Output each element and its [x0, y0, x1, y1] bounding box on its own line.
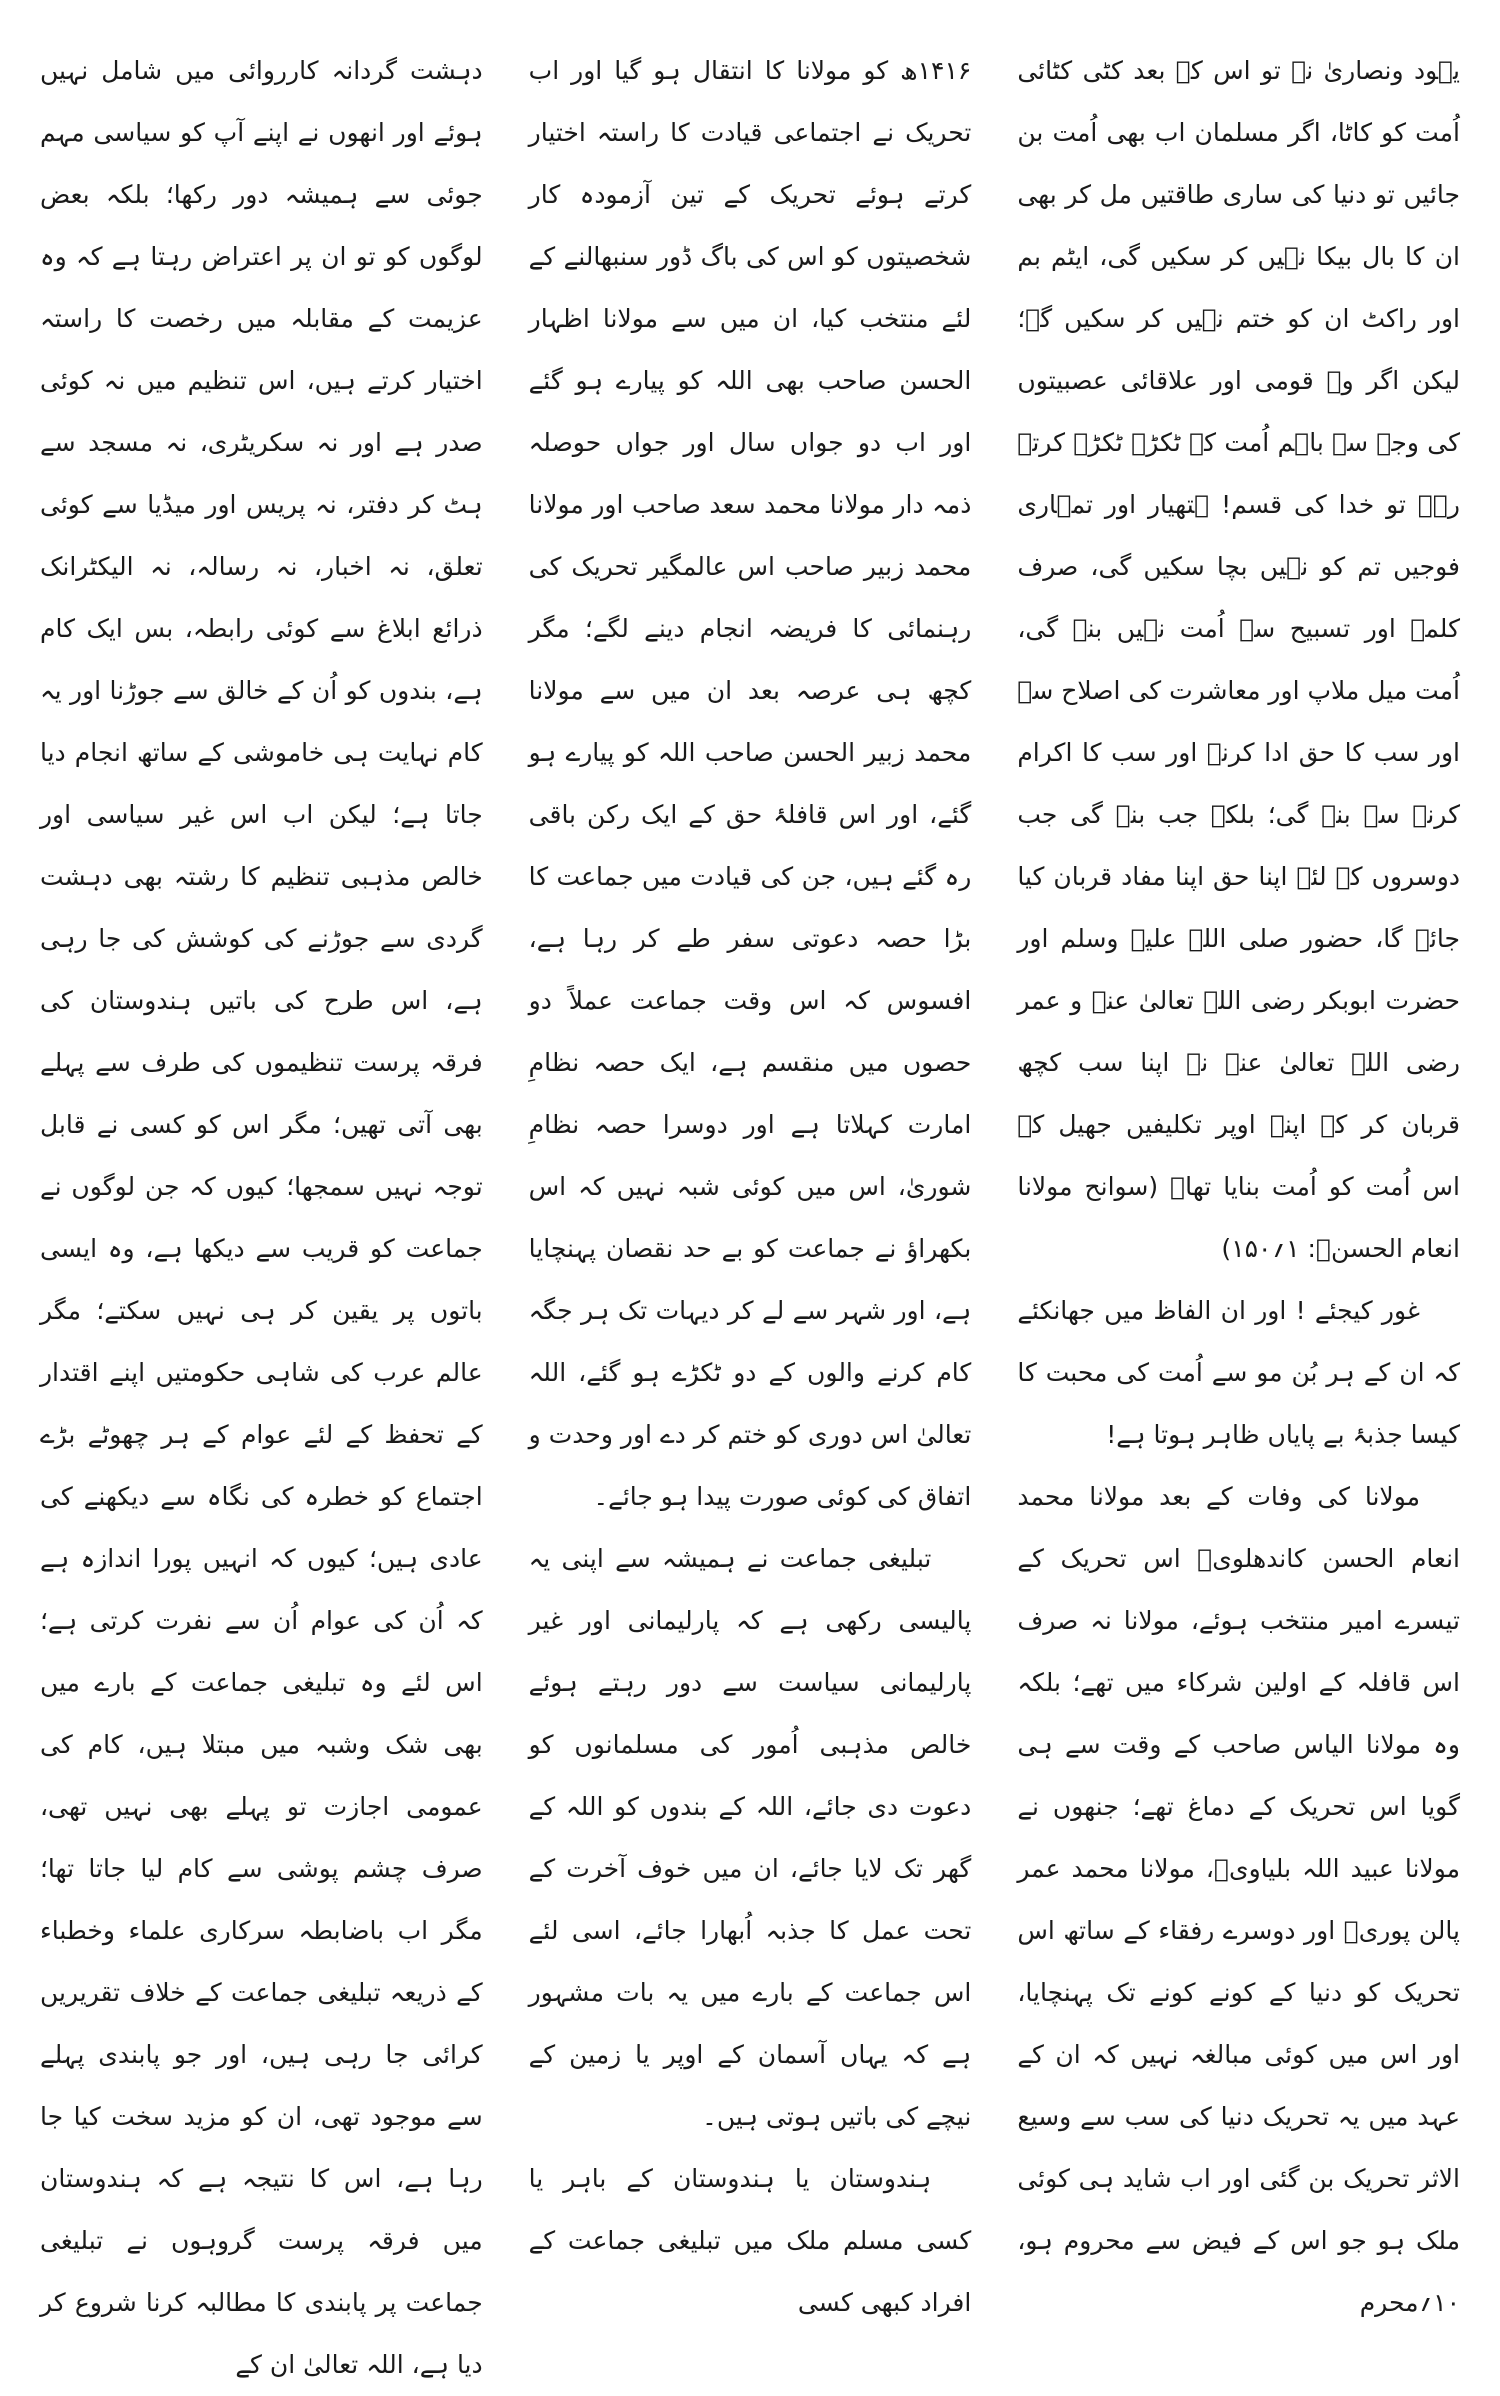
newspaper-page [39, 40, 1460, 2379]
article-column-middle [528, 40, 972, 2317]
paragraph: ہندوستان یا ہندوستان کے باہر یا کسی مسلم ملک میں تبلیغی جماعت کے افراد کبھی کسی [528, 2164, 972, 2317]
paragraph: ۱۴۱۶ھ کو مولانا کا انتقال ہو گیا اور اب تحریک نے اجتماعی قیادت کا راستہ اختیار کرتے ہوئے تحریک کے تین آزمودہ کار شخصیتوں کو اس کی باگ ڈور سنبھالنے کے لئے منتخب کیا، ان میں سے مولانا اظہار الحسن صاحب بھی اللہ کو پیارے ہو گئے اور اب دو جواں سال اور جواں حوصلہ ذمہ دار مولانا محمد سعد صاحب اور مولانا محمد زبیر صاحب اس عالمگیر تحریک کی رہنمائی کا فریضہ انجام دینے لگے؛ مگر کچھ ہی عرصہ بعد ان میں سے مولانا محمد زبیر الحسن صاحب اللہ کو پیارے ہو گئے، اور اس قافلۂ حق کے ایک رکن باقی رہ گئے ہیں، جن کی قیادت میں جماعت کا بڑا حصہ دعوتی سفر طے کر رہا ہے، افسوس کہ اس وقت جماعت عملاً دو حصوں میں منقسم ہے، ایک حصہ نظامِ امارت کہلاتا ہے اور دوسرا حصہ نظامِ شوریٰ، اس میں کوئی شبہ نہیں کہ اس بکھراؤ نے جماعت کو بے حد نقصان پہنچایا ہے، اور شہر سے لے کر دیہات تک ہر جگہ کام کرنے والوں کے دو ٹکڑے ہو گئے، اللہ تعالیٰ اس دوری کو ختم کر دے اور وحدت و اتفاق کی کوئی صورت پیدا ہو جائے۔ [528, 56, 972, 1511]
paragraph: غور کیجئے ! اور ان الفاظ میں جھانکئے کہ ان کے ہر بُن مو سے اُمت کی محبت کا کیسا جذبۂ بے پایاں ظاہر ہوتا ہے! [1017, 1296, 1460, 1449]
paragraph: تبلیغی جماعت نے ہمیشہ سے اپنی یہ پالیسی رکھی ہے کہ پارلیمانی اور غیر پارلیمانی سیاست سے دور رہتے ہوئے خالص مذہبی اُمور کی مسلمانوں کو دعوت دی جائے، اللہ کے بندوں کو اللہ کے گھر تک لایا جائے، ان میں خوف آخرت کے تحت عمل کا جذبہ اُبھارا جائے، اسی لئے اس جماعت کے بارے میں یہ بات مشہور ہے کہ یہاں آسمان کے اوپر یا زمین کے نیچے کی باتیں ہوتی ہیں۔ [528, 1544, 972, 2131]
paragraph: دہشت گردانہ کارروائی میں شامل نہیں ہوئے اور انھوں نے اپنے آپ کو سیاسی مہم جوئی سے ہمیشہ دور رکھا؛ بلکہ بعض لوگوں کو تو ان پر اعتراض رہتا ہے کہ وہ عزیمت کے مقابلہ میں رخصت کا راستہ اختیار کرتے ہیں، اس تنظیم میں نہ کوئی صدر ہے اور نہ سکریٹری، نہ مسجد سے ہٹ کر دفتر، نہ پریس اور میڈیا سے کوئی تعلق، نہ اخبار، نہ رسالہ، نہ الیکٹرانک ذرائع ابلاغ سے کوئی رابطہ، بس ایک کام ہے، بندوں کو اُن کے خالق سے جوڑنا اور یہ کام نہایت ہی خاموشی کے ساتھ انجام دیا جاتا ہے؛ لیکن اب اس غیر سیاسی اور خالص مذہبی تنظیم کا رشتہ بھی دہشت گردی سے جوڑنے کی کوشش کی جا رہی ہے، اس طرح کی باتیں ہندوستان کی فرقہ پرست تنظیموں کی طرف سے پہلے بھی آتی تھیں؛ مگر اس کو کسی نے قابل توجہ نہیں سمجھا؛ کیوں کہ جن لوگوں نے جماعت کو قریب سے دیکھا ہے، وہ ایسی باتوں پر یقین کر ہی نہیں سکتے؛ مگر عالم عرب کی شاہی حکومتیں اپنے اقتدار کے تحفظ کے لئے عوام کے ہر چھوٹے بڑے اجتماع کو خطرہ کی نگاہ سے دیکھنے کی عادی ہیں؛ کیوں کہ انہیں پورا اندازہ ہے کہ اُن کی عوام اُن سے نفرت کرتی ہے؛ اس لئے وہ تبلیغی جماعت کے بارے میں بھی شک وشبہ میں مبتلا ہیں، کام کی عمومی اجازت تو پہلے بھی نہیں تھی، صرف چشم پوشی سے کام لیا جاتا تھا؛ مگر اب باضابطہ سرکاری علماء وخطباء کے ذریعہ تبلیغی جماعت کے خلاف تقریریں کرائی جا رہی ہیں، اور جو پابندی پہلے سے موجود تھی، ان کو مزید سخت کیا جا رہا ہے، اس کا نتیجہ ہے کہ ہندوستان میں فرقہ پرست گروہوں نے تبلیغی جماعت پر پابندی کا مطالبہ کرنا شروع کر دیا ہے، اللہ تعالیٰ ان کے [39, 56, 483, 2379]
paragraph: مولانا کی وفات کے بعد مولانا محمد انعام الحسن کاندھلویؒ اس تحریک کے تیسرے امیر منتخب ہوئے، مولانا نہ صرف اس قافلہ کے اولین شرکاء میں تھے؛ بلکہ وہ مولانا الیاس صاحب کے وقت سے ہی گویا اس تحریک کے دماغ تھے؛ جنھوں نے مولانا عبید اللہ بلیاویؒ، مولانا محمد عمر پالن پوریؒ اور دوسرے رفقاء کے ساتھ اس تحریک کو دنیا کے کونے کونے تک پہنچایا، اور اس میں کوئی مبالغہ نہیں کہ ان کے عہد میں یہ تحریک دنیا کی سب سے وسیع الاثر تحریک بن گئی اور اب شاید ہی کوئی ملک ہو جو اس کے فیض سے محروم ہو، ۱۰؍محرم [1017, 1482, 1460, 2317]
paragraph: یہود ونصاریٰ نے تو اس کے بعد کٹی کٹائی اُمت کو کاٹا، اگر مسلمان اب بھی اُمت بن جائیں تو دنیا کی ساری طاقتیں مل کر بھی ان کا بال بیکا نہیں کر سکیں گی، ایٹم بم اور راکٹ ان کو ختم نہیں کر سکیں گے؛ لیکن اگر وہ قومی اور علاقائی عصبیتوں کی وجہ سے باہم اُمت کے ٹکڑے ٹکڑے کرتے رہے تو خدا کی قسم! ہتھیار اور تمہاری فوجیں تم کو نہیں بچا سکیں گی، صرف کلمہ اور تسبیح سے اُمت نہیں بنے گی، اُمت میل ملاپ اور معاشرت کی اصلاح سے اور سب کا حق ادا کرنے اور سب کا اکرام کرنے سے بنے گی؛ بلکہ جب بنے گی جب دوسروں کے لئے اپنا حق اپنا مفاد قربان کیا جائے گا، حضور صلی اللہ علیہ وسلم اور حضرت ابوبکر رضی اللہ تعالیٰ عنہ و عمر رضی اللہ تعالیٰ عنہ نے اپنا سب کچھ قربان کر کے اپنے اوپر تکلیفیں جھیل کے اس اُمت کو اُمت بنایا تھا۔ (سوانح مولانا انعام الحسنؒ: ۱؍۱۵۰) [1017, 56, 1460, 1263]
article-column-left [39, 40, 483, 2379]
article-column-right [1017, 40, 1460, 2317]
